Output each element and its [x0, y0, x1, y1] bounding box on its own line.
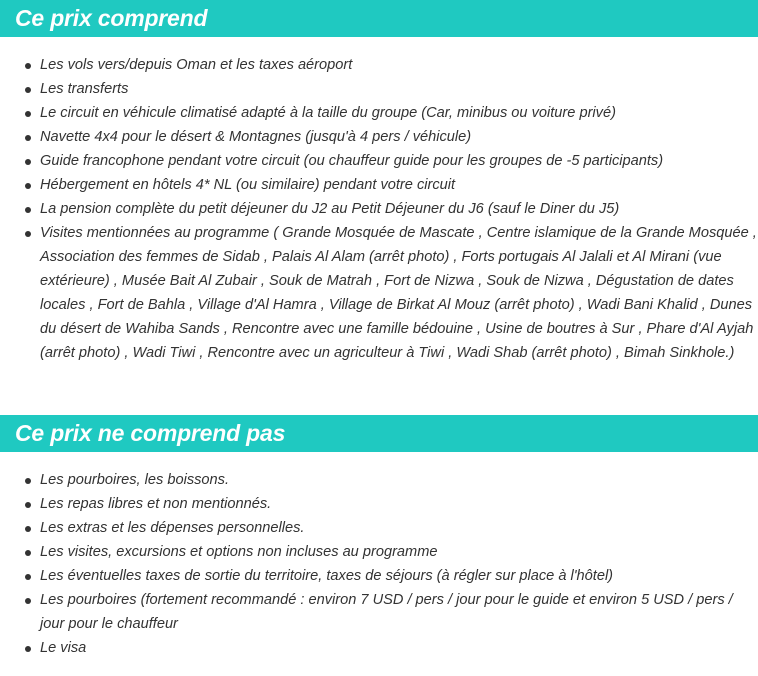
- list-item-text: Navette 4x4 pour le désert & Montagnes (jusqu'à 4 pers / véhicule): [40, 129, 472, 145]
- list-item-text: Les pourboires (fortement recommandé : environ 7 USD / pers / jour pour le guide et environ 5 USD / pers / jour pour le chauffeur: [40, 592, 733, 632]
- excludes-list: [0, 468, 758, 660]
- bullet-icon: [25, 526, 31, 532]
- list-item: [0, 516, 758, 540]
- list-item: [0, 101, 758, 125]
- list-item-text: Les transferts: [40, 81, 129, 97]
- list-item: [0, 588, 758, 636]
- list-item-text: Le visa: [40, 640, 87, 656]
- list-item: [0, 197, 758, 221]
- list-item-text: Les repas libres et non mentionnés.: [40, 496, 272, 512]
- list-item: [0, 221, 758, 365]
- bullet-icon: [25, 135, 31, 141]
- bullet-icon: [25, 502, 31, 508]
- bullet-icon: [25, 63, 31, 69]
- bullet-icon: [25, 574, 31, 580]
- bullet-icon: [25, 550, 31, 556]
- list-item-text: Les éventuelles taxes de sortie du territoire, taxes de séjours (à régler sur place à l'hôtel): [40, 568, 614, 584]
- list-item-text: Les pourboires, les boissons.: [40, 472, 230, 488]
- list-item: [0, 468, 758, 492]
- bullet-icon: [25, 478, 31, 484]
- list-item-text: La pension complète du petit déjeuner du J2 au Petit Déjeuner du J6 (sauf le Diner du J5): [40, 201, 620, 217]
- list-item-text: Les extras et les dépenses personnelles.: [40, 520, 305, 536]
- list-item: [0, 564, 758, 588]
- bullet-icon: [25, 183, 31, 189]
- bullet-icon: [25, 159, 31, 165]
- list-item-text: Les vols vers/depuis Oman et les taxes aéroport: [40, 57, 353, 73]
- list-item: [0, 125, 758, 149]
- list-item-text: Le circuit en véhicule climatisé adapté à la taille du groupe (Car, minibus ou voiture privé): [40, 105, 616, 121]
- list-item-text: Les visites, excursions et options non incluses au programme: [40, 544, 438, 560]
- bullet-icon: [25, 231, 31, 237]
- list-item: [0, 149, 758, 173]
- list-item: [0, 492, 758, 516]
- includes-title: Ce prix comprend: [15, 5, 208, 31]
- excludes-header: [0, 415, 758, 452]
- excludes-section: [0, 415, 758, 660]
- bullet-icon: [25, 87, 31, 93]
- bullet-icon: [25, 111, 31, 117]
- bullet-icon: [25, 646, 31, 652]
- bullet-icon: [25, 207, 31, 213]
- excludes-title: Ce prix ne comprend pas: [15, 420, 286, 446]
- list-item: [0, 636, 758, 660]
- list-item: [0, 77, 758, 101]
- list-item-text: Visites mentionnées au programme ( Grande Mosquée de Mascate , Centre islamique de la Grande Mosquée , Association des femmes de Sidab , Palais Al Alam (arrêt photo) , Forts portugais Al Jalali et Al Mirani (vue extérieure) , Musée Bait Al Zubair , Souk de Matrah , Fort de Nizwa , Souk de Nizwa , Dégustation de dates locales , Fort de Bahla , Village d'Al Hamra , Village de Birkat Al Mouz (arrêt photo) , Wadi Bani Khalid , Dunes du désert de Wahiba Sands , Rencontre avec une famille bédouine , Usine de boutres à Sur , Phare d'Al Ayjah (arrêt photo) , Wadi Tiwi , Rencontre avec un agriculteur à Tiwi , Wadi Shab (arrêt photo) , Bimah Sinkhole.): [40, 225, 757, 361]
- list-item-text: Hébergement en hôtels 4* NL (ou similaire) pendant votre circuit: [40, 177, 456, 193]
- includes-header: [0, 0, 758, 37]
- includes-list: [0, 53, 758, 365]
- list-item: [0, 173, 758, 197]
- list-item-text: Guide francophone pendant votre circuit (ou chauffeur guide pour les groupes de -5 participants): [40, 153, 664, 169]
- list-item: [0, 53, 758, 77]
- bullet-icon: [25, 598, 31, 604]
- list-item: [0, 540, 758, 564]
